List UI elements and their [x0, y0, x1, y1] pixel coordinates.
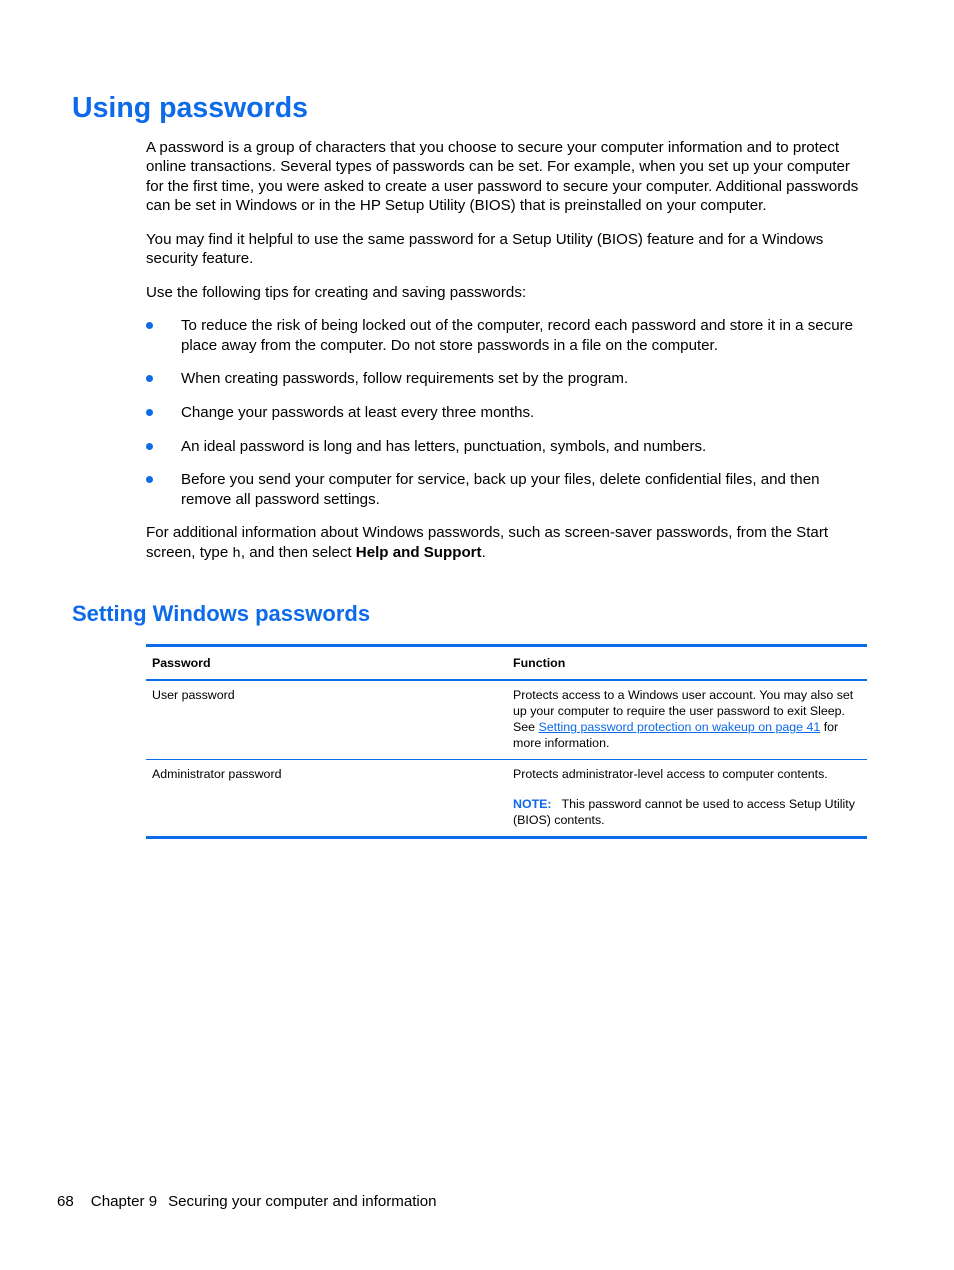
chapter-title: Securing your computer and information [168, 1193, 437, 1210]
intro-paragraph: Use the following tips for creating and saving passwords: [146, 283, 527, 301]
bullet-icon [146, 443, 153, 450]
tip-text: Before you send your computer for service, back up your files, delete confidential files, and then remove all password settings. [181, 471, 820, 508]
table-row [146, 760, 867, 838]
keystroke: h [232, 545, 241, 562]
main-content [146, 138, 870, 578]
section-title: Setting Windows passwords [72, 601, 371, 626]
list-item [146, 369, 870, 388]
table-row [146, 680, 867, 760]
additional-info-paragraph: For additional information about Windows passwords, such as screen-saver passwords, from the Start screen, type h, and then select Help and Support. [146, 524, 829, 562]
list-item [146, 470, 870, 509]
function-cell: Protects access to a Windows user account. You may also set up your computer to require the user password to exit Sleep. See Setting password protection on wakeup on page 41 for more information. [507, 680, 867, 760]
list-item [146, 316, 870, 355]
note-text: This password cannot be used to access Setup Utility (BIOS) contents. [513, 797, 855, 827]
chapter-label: Chapter 9 [90, 1193, 158, 1210]
passwords-table [146, 644, 867, 839]
tip-text: Change your passwords at least every three months. [181, 404, 535, 421]
page-title: Using passwords [72, 92, 308, 124]
function-cell [507, 760, 867, 838]
cross-reference-link[interactable]: Setting password protection on wakeup on page 41 [538, 720, 821, 734]
page-number: 68 [57, 1193, 74, 1210]
bullet-icon [146, 409, 153, 416]
tip-text: An ideal password is long and has letters, punctuation, symbols, and numbers. [181, 437, 707, 455]
tip-text: When creating passwords, follow requirements set by the program. [181, 370, 629, 388]
function-text: Protects administrator-level access to computer contents. [513, 767, 828, 781]
tips-list [146, 316, 870, 509]
bullet-icon [146, 322, 153, 329]
tip-text: To reduce the risk of being locked out of the computer, record each password and store it in a secure place away from the computer. Do not store passwords in a file on the computer. [181, 317, 854, 354]
bullet-icon [146, 375, 153, 382]
table-header-row [146, 646, 867, 681]
page-footer [57, 1192, 437, 1211]
help-and-support-label: Help and Support [355, 543, 482, 561]
password-cell: Administrator password [152, 767, 282, 781]
list-item [146, 437, 870, 456]
column-header-password: Password [146, 646, 507, 681]
column-header-function: Function [507, 646, 867, 681]
intro-paragraph: A password is a group of characters that you choose to secure your computer information and to protect online transactions. Several types of passwords can be set. For example, when you set up your computer for the first time, you were asked to create a user password to secure your computer. Additional passwords can be set in Windows or in the HP Setup Utility (BIOS) that is preinstalled on your computer. [146, 139, 859, 215]
list-item [146, 403, 870, 422]
note-label: NOTE: [513, 797, 552, 811]
note-block [513, 796, 861, 828]
bullet-icon [146, 476, 153, 483]
intro-paragraph: You may find it helpful to use the same password for a Setup Utility (BIOS) feature and for a Windows security feature. [146, 230, 824, 268]
password-cell: User password [146, 680, 507, 760]
